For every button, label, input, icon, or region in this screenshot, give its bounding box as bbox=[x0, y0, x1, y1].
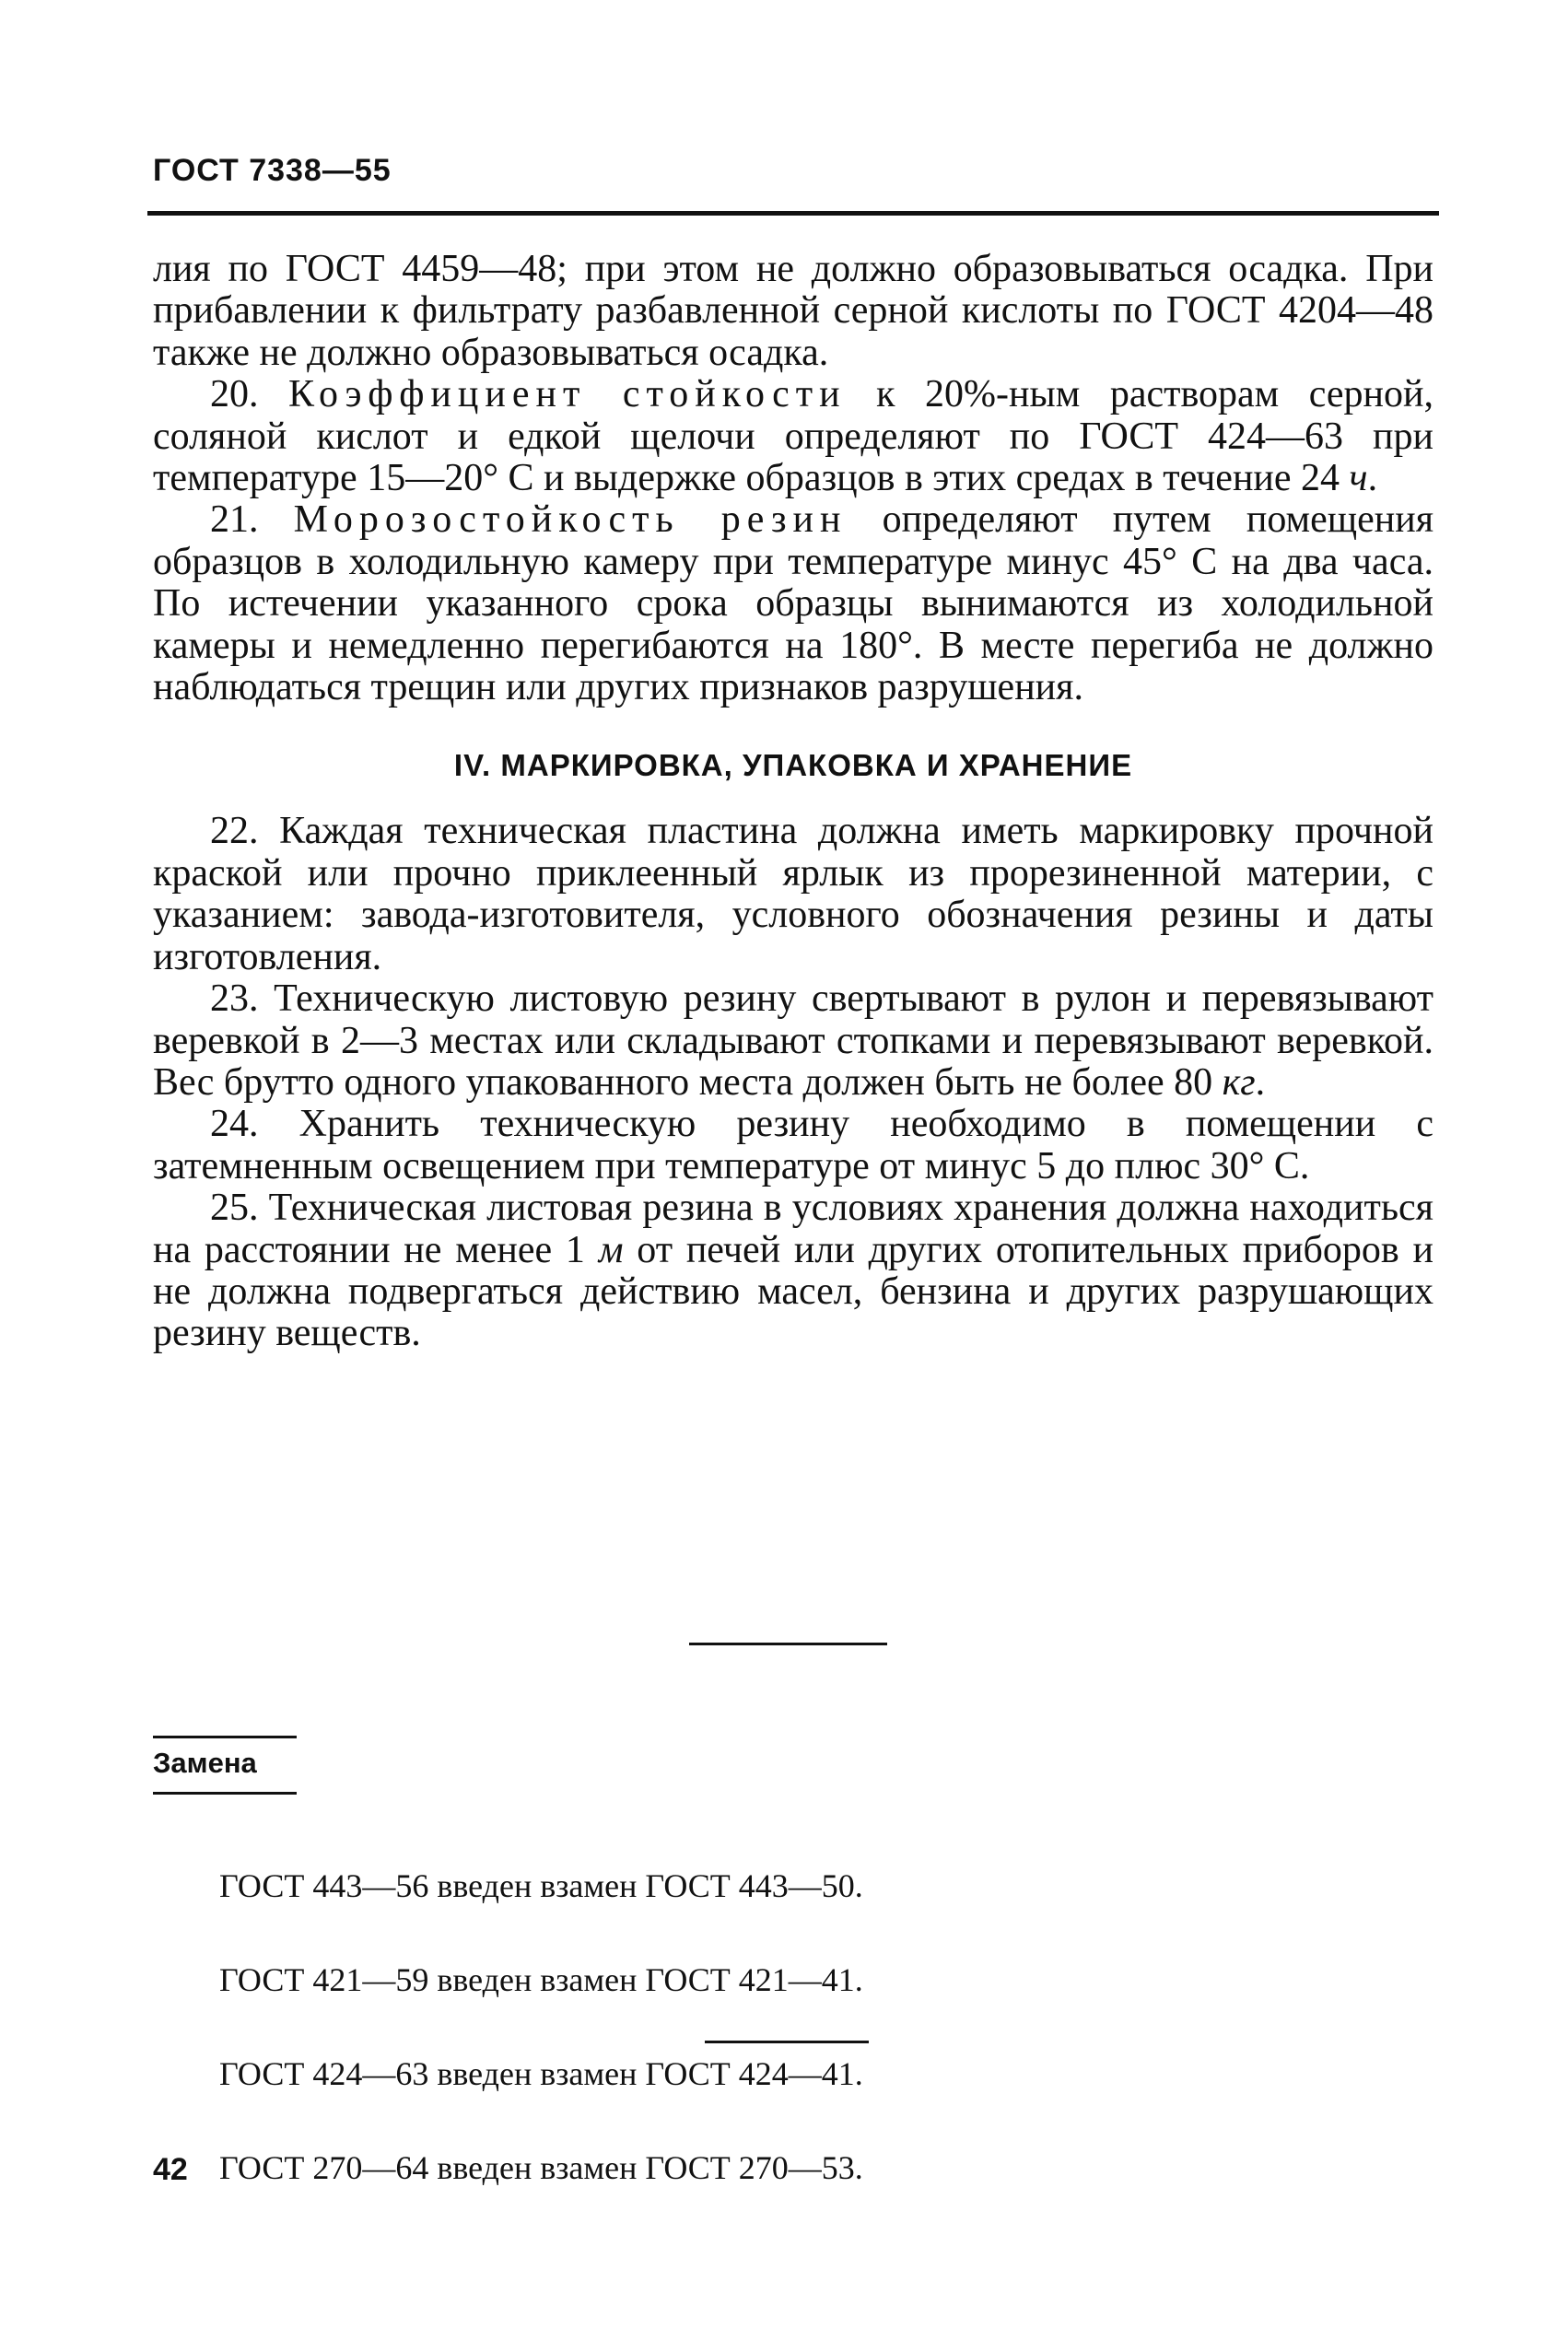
paragraph-number: 20. bbox=[210, 373, 289, 416]
replacement-rule-bottom bbox=[153, 1792, 297, 1795]
paragraph-22: 22. Каждая техническая пластина должна иметь маркировку прочной краской или прочно приклеенный ярлык из прорезиненной материи, с указанием: завода-изготовителя, условного обозначения резины и даты изготовления. bbox=[153, 810, 1433, 978]
paragraph-term: Морозостойкость резин bbox=[293, 498, 848, 542]
paragraph-text: к 20%-ным растворам серной, соляной кислот и едкой щелочи определяют по ГОСТ 424—63 при температуре 15—20° С и выдержке образцов в этих средах в течение 24 bbox=[153, 373, 1433, 500]
paragraph-continuation: лия по ГОСТ 4459—48; при этом не должно образовываться осадка. При прибавлении к фильтрату разбавленной серной кислоты по ГОСТ 4204—48 также не должно образовываться осадка. bbox=[153, 248, 1433, 374]
replacement-item: ГОСТ 443—56 введен взамен ГОСТ 443—50. bbox=[219, 1867, 863, 1904]
replacement-item: ГОСТ 421—59 введен взамен ГОСТ 421—41. bbox=[219, 1961, 863, 1998]
paragraph-21 bbox=[153, 499, 1433, 708]
header-rule bbox=[147, 211, 1439, 216]
paragraph-number: 21. bbox=[210, 498, 294, 542]
separator-rule bbox=[689, 1643, 887, 1645]
paragraph-24: 24. Хранить техническую резину необходимо в помещении с затемненным освещением при температуре от минус 5 до плюс 30° С. bbox=[153, 1103, 1433, 1187]
standard-code: ГОСТ 7338—55 bbox=[153, 153, 392, 188]
paragraph-text: от печей или других отопительных приборов и не должна подвергаться действию масел, бензина и других разрушающих резину веществ. bbox=[153, 1228, 1433, 1355]
section-heading: IV. МАРКИРОВКА, УПАКОВКА И ХРАНЕНИЕ bbox=[453, 748, 1133, 783]
replacement-item: ГОСТ 270—64 введен взамен ГОСТ 270—53. bbox=[219, 2149, 863, 2186]
paragraph-text: 25. Техническая листовая резина в условиях хранения должна находиться на расстоянии не менее 1 bbox=[153, 1187, 1433, 1271]
paragraph-end: . bbox=[1255, 1060, 1266, 1104]
replacement-item: ГОСТ 424—63 введен взамен ГОСТ 424—41. bbox=[219, 2055, 863, 2092]
replacement-rule-top bbox=[153, 1736, 297, 1738]
unit-meter: м bbox=[598, 1228, 624, 1271]
end-rule bbox=[705, 2041, 869, 2043]
paragraph-text: 23. Техническую листовую резину свертывают в рулон и перевязывают веревкой в 2—3 местах или складывают стопками и перевязывают веревкой. Вес брутто одного упакованного места должен быть не более 80 bbox=[153, 977, 1433, 1104]
unit-hours: ч bbox=[1349, 457, 1368, 500]
page-number: 42 bbox=[153, 2152, 188, 2187]
paragraph-23 bbox=[153, 978, 1433, 1104]
paragraph-25 bbox=[153, 1187, 1433, 1355]
paragraph-term: Коэффициент стойкости bbox=[288, 373, 847, 416]
paragraph-20 bbox=[153, 374, 1433, 499]
paragraph-end: . bbox=[1367, 457, 1378, 500]
document-body bbox=[153, 249, 1433, 1355]
replacement-list bbox=[219, 1807, 863, 2215]
replacement-title: Замена bbox=[153, 1747, 257, 1779]
unit-kg: кг bbox=[1222, 1060, 1256, 1104]
paragraph-text: определяют путем помещения образцов в холодильную камеру при температуре минус 45° С на два часа. По истечении указанного срока образцы вынимаются из холодильной камеры и немедленно перегибаются на 180°. В месте перегиба не должно наблюдаться трещин или других признаков разрушения. bbox=[153, 498, 1434, 709]
